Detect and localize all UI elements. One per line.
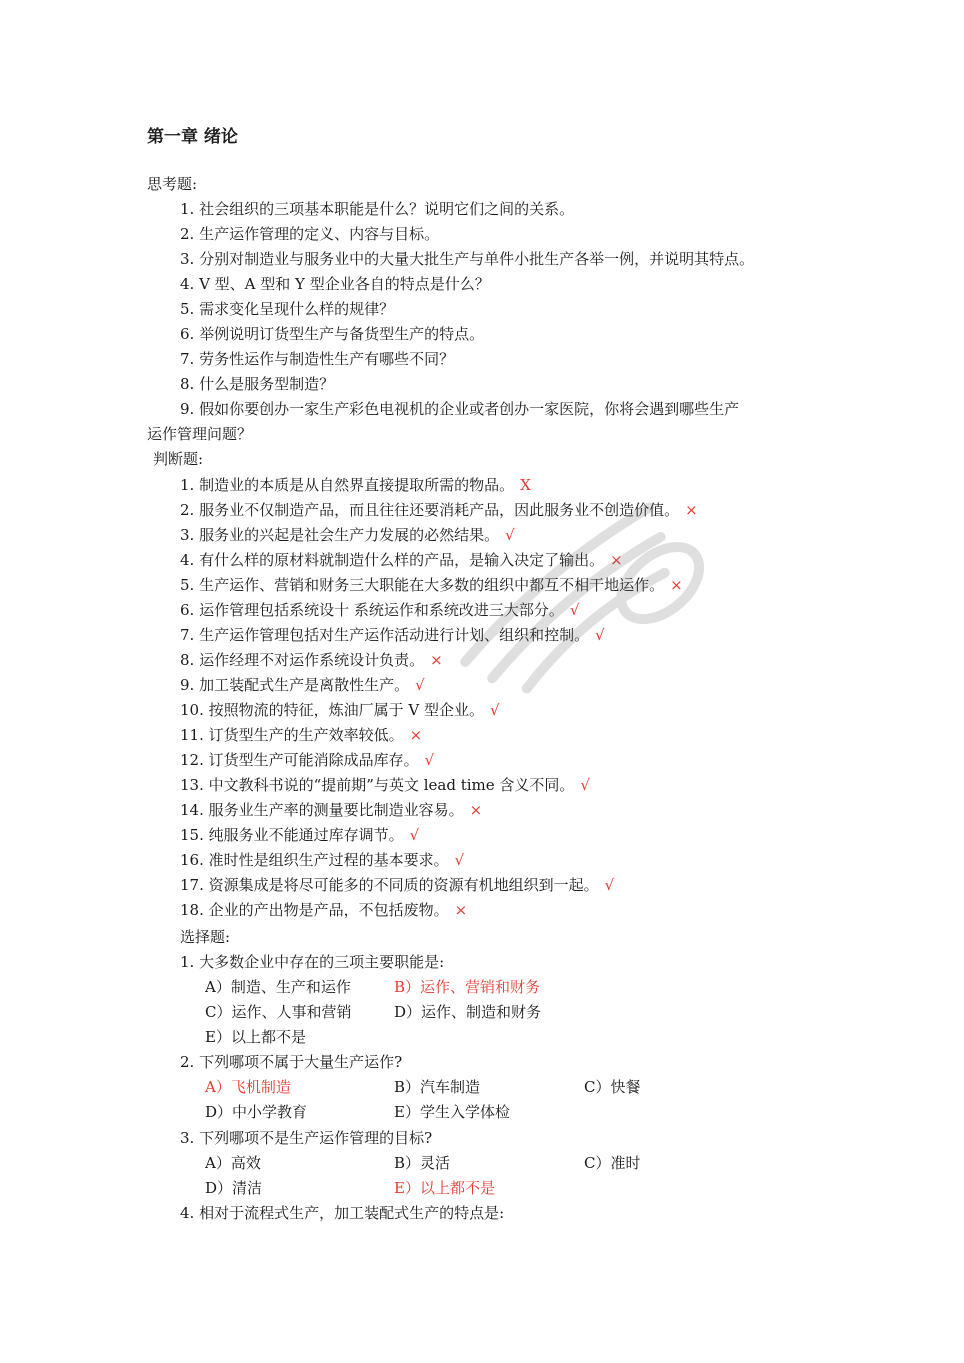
choice-q3-option-d: D）清洁 xyxy=(205,1179,263,1197)
judgement-heading: 判断题: xyxy=(153,450,204,468)
choice-q1-option-e: E）以上都不是 xyxy=(205,1028,306,1046)
thinking-item-9-cont: 运作管理问题？ xyxy=(147,425,253,443)
judgement-item-3 xyxy=(180,525,515,545)
thinking-item-9: 9. 假如你要创办一家生产彩色电视机的企业或者创办一家医院，你将会遇到哪些生产 xyxy=(180,400,740,418)
judgement-item-text: 13. 中文教科书说的“提前期”与英文 lead time 含义不同。 xyxy=(180,776,575,794)
judgement-item-text: 8. 运作经理不对运作系统设计负责。 xyxy=(180,651,425,669)
judgement-item-14 xyxy=(180,800,482,820)
judgement-item-text: 5. 生产运作、营销和财务三大职能在大多数的组织中都互不相干地运作。 xyxy=(180,576,665,594)
thinking-item-8: 8. 什么是服务型制造？ xyxy=(180,375,335,393)
choice-q1-stem: 1. 大多数企业中存在的三项主要职能是: xyxy=(180,953,445,971)
thinking-item-7: 7. 劳务性运作与制造性生产有哪些不同？ xyxy=(180,350,455,368)
judgement-item-text: 1. 制造业的本质是从自然界直接提取所需的物品。 xyxy=(180,476,515,494)
choice-q2-option-a-answer: A）飞机制造 xyxy=(205,1078,291,1096)
thinking-item-6: 6. 举例说明订货型生产与备货型生产的特点。 xyxy=(180,325,485,343)
judgement-item-10 xyxy=(180,700,500,720)
judgement-answer-mark: × xyxy=(409,726,423,744)
choice-q3-stem: 3. 下列哪项不是生产运作管理的目标? xyxy=(180,1129,433,1147)
judgement-item-text: 17. 资源集成是将尽可能多的不同质的资源有机地组织到一起。 xyxy=(180,876,599,894)
choice-q2-stem: 2. 下列哪项不属于大量生产运作? xyxy=(180,1053,403,1071)
judgement-item-text: 7. 生产运作管理包括对生产运作活动进行计划、组织和控制。 xyxy=(180,626,590,644)
thinking-item-1: 1. 社会组织的三项基本职能是什么？说明它们之间的关系。 xyxy=(180,200,575,218)
choice-q3-option-c: C）准时 xyxy=(584,1154,641,1172)
judgement-item-15 xyxy=(180,825,419,845)
judgement-answer-mark: × xyxy=(610,551,623,569)
thinking-item-2: 2. 生产运作管理的定义、内容与目标。 xyxy=(180,225,440,243)
choice-q2-option-d: D）中小学教育 xyxy=(205,1103,308,1121)
choice-q4-stem: 4. 相对于流程式生产，加工装配式生产的特点是: xyxy=(180,1204,505,1222)
judgement-answer-mark: √ xyxy=(415,676,425,694)
judgement-answer-mark: × xyxy=(469,801,483,819)
judgement-answer-mark: √ xyxy=(569,601,580,619)
judgement-answer-mark: × xyxy=(430,651,443,669)
choice-q1-option-a: A）制造、生产和运作 xyxy=(205,978,351,996)
judgement-answer-mark: √ xyxy=(604,876,615,894)
choice-q1-option-d: D）运作、制造和财务 xyxy=(394,1003,542,1021)
judgement-item-text: 4. 有什么样的原材料就制造什么样的产品，是输入决定了输出。 xyxy=(180,551,605,569)
judgement-answer-mark: × xyxy=(454,901,468,919)
judgement-item-1 xyxy=(180,475,531,495)
judgement-item-text: 12. 订货型生产可能消除成品库存。 xyxy=(180,751,419,769)
choice-q3-option-a: A）高效 xyxy=(205,1154,261,1172)
judgement-answer-mark: × xyxy=(670,576,683,594)
judgement-item-text: 15. 纯服务业不能通过库存调节。 xyxy=(180,826,404,844)
judgement-item-text: 16. 准时性是组织生产过程的基本要求。 xyxy=(180,851,449,869)
judgement-answer-mark: √ xyxy=(454,851,465,869)
choice-heading: 选择题: xyxy=(180,928,231,946)
judgement-item-text: 11. 订货型生产的生产效率较低。 xyxy=(180,726,404,744)
judgement-item-13 xyxy=(180,775,590,795)
judgement-item-5 xyxy=(180,575,683,595)
judgement-item-8 xyxy=(180,650,443,670)
judgement-item-text: 6. 运作管理包括系统设十 系统运作和系统改进三大部分。 xyxy=(180,601,564,619)
thinking-heading: 思考题: xyxy=(147,175,198,193)
judgement-answer-mark: √ xyxy=(424,751,435,769)
judgement-item-12 xyxy=(180,750,434,770)
judgement-answer-mark: √ xyxy=(490,701,500,719)
judgement-answer-mark: X xyxy=(520,476,531,494)
choice-q3-option-e-answer: E）以上都不是 xyxy=(394,1179,495,1197)
judgement-item-2 xyxy=(180,500,698,520)
choice-q1-option-c: C）运作、人事和营销 xyxy=(205,1003,352,1021)
judgement-item-17 xyxy=(180,875,614,895)
judgement-item-6 xyxy=(180,600,579,620)
thinking-item-3: 3. 分别对制造业与服务业中的大量大批生产与单件小批生产各举一例，并说明其特点。 xyxy=(180,250,755,268)
judgement-item-7 xyxy=(180,625,605,645)
judgement-item-text: 10. 按照物流的特征，炼油厂属于 V 型企业。 xyxy=(180,701,484,719)
chapter-title: 第一章 绪论 xyxy=(147,127,238,147)
judgement-item-text: 18. 企业的产出物是产品，不包括废物。 xyxy=(180,901,449,919)
judgement-item-text: 2. 服务业不仅制造产品，而且往往还要消耗产品，因此服务业不创造价值。 xyxy=(180,501,680,519)
choice-q2-option-b: B）汽车制造 xyxy=(394,1078,481,1096)
judgement-item-4 xyxy=(180,550,623,570)
judgement-answer-mark: √ xyxy=(580,776,590,794)
choice-q3-option-b: B）灵活 xyxy=(394,1154,451,1172)
thinking-item-4: 4. V 型、A 型和 Y 型企业各自的特点是什么？ xyxy=(180,275,490,293)
judgement-item-text: 14. 服务业生产率的测量要比制造业容易。 xyxy=(180,801,464,819)
judgement-answer-mark: √ xyxy=(505,526,515,544)
thinking-item-5: 5. 需求变化呈现什么样的规律？ xyxy=(180,300,395,318)
judgement-item-9 xyxy=(180,675,425,695)
judgement-item-text: 9. 加工装配式生产是离散性生产。 xyxy=(180,676,410,694)
judgement-item-16 xyxy=(180,850,464,870)
choice-q2-option-c: C）快餐 xyxy=(584,1078,641,1096)
judgement-item-18 xyxy=(180,900,467,920)
judgement-item-text: 3. 服务业的兴起是社会生产力发展的必然结果。 xyxy=(180,526,500,544)
judgement-item-11 xyxy=(180,725,422,745)
choice-q2-option-e: E）学生入学体检 xyxy=(394,1103,510,1121)
judgement-answer-mark: √ xyxy=(409,826,420,844)
judgement-answer-mark: √ xyxy=(595,626,605,644)
choice-q1-option-b-answer: B）运作、营销和财务 xyxy=(394,978,541,996)
judgement-answer-mark: × xyxy=(685,501,698,519)
